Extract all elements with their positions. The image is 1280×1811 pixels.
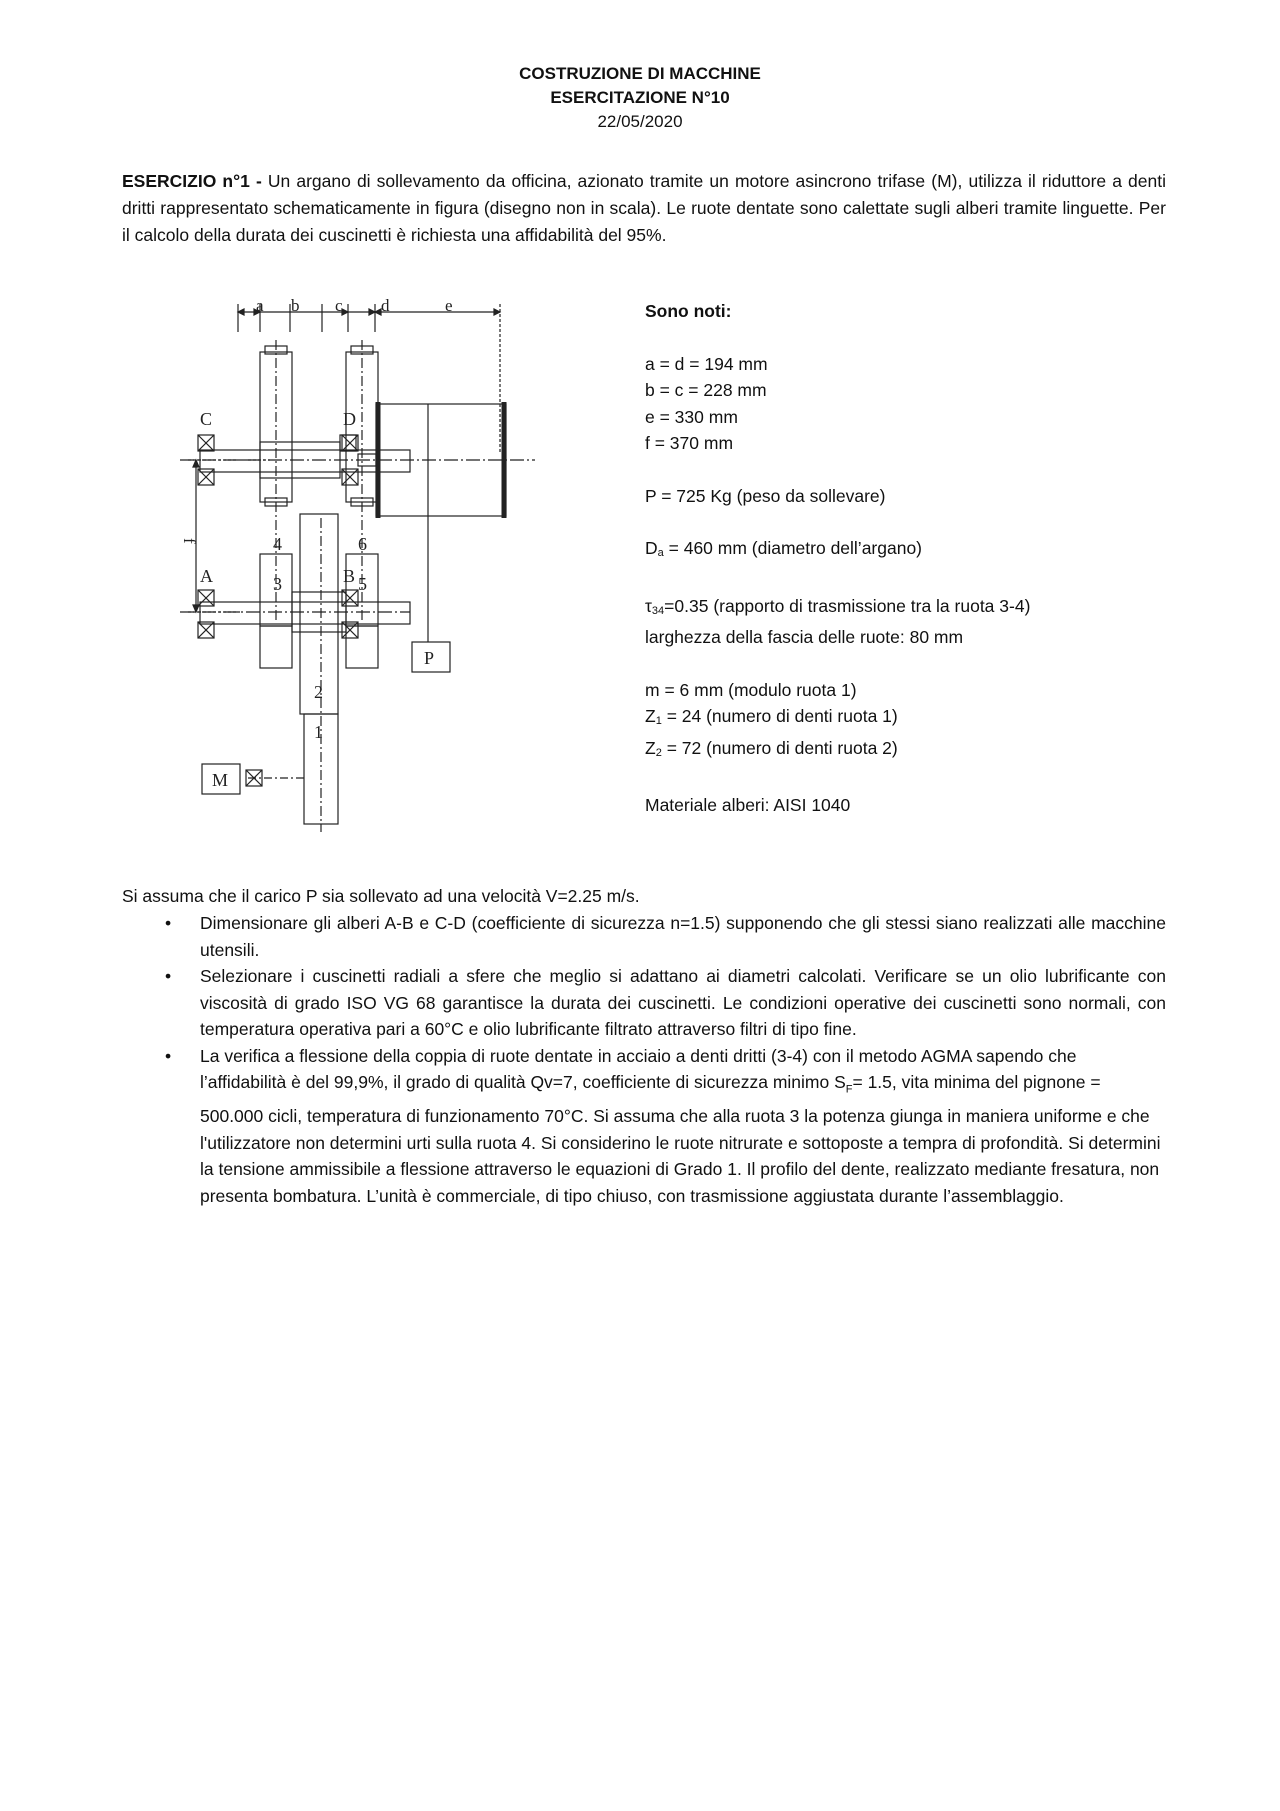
gear-data-group [645,677,1165,767]
known-data-title: Sono noti: [645,301,732,321]
bearing-label-c: C [200,409,213,429]
exercise-intro [122,168,1166,249]
task-list [122,910,1166,1209]
bullet-icon: • [165,966,172,986]
bearing-label-d: D [343,409,356,429]
dimensions-group [645,351,1165,457]
list-item: • La verifica a flessione della coppia di ruote dentate in acciaio a denti dritti (3-4) con il metodo AGMA sapendo che l’affidabilità è del 99,9%, il grado di qualità Qv=7, coefficiente di sicurezza minimo $S_F= 1.5$, vita minima del pignone = 500.000 cicli, temperatura di funzionamento 70°C. Si assuma che alla ruota 3 la potenza giunga in maniera uniforme e che l'utilizzatore non determini urti sulla ruota 4. Si considerino le ruote nitrurate e sottoposte a tempra di profondità. Si determini la tensione ammissibile a flessione attraverso le equazioni di Grado 1. Il profilo del dente, realizzato mediante fresatura, non presenta bombatura. L’unità è commerciale, di tipo chiuso, con trasmissione aggiustata durante l’assemblaggio. [122,1043,1166,1210]
bearing-label-b: B [343,566,356,586]
dim-label-c: c [335,296,343,315]
gear-label-2: 2 [314,682,323,702]
bullet-icon: • [165,913,172,933]
list-item: • Dimensionare gli alberi A-B e C-D (coefficiente di sicurezza n=1.5) supponendo che gli stessi siano realizzati alle macchine utensili. [122,910,1166,963]
course-title: COSTRUZIONE DI MACCHINE [519,64,761,83]
document-header [0,62,1280,134]
dim-value: a = d = 194 mm [645,353,768,374]
dim-value: b = c = 228 mm [645,380,767,400]
z2-value: $Z_2 = 72$ (numero di denti ruota 2) [645,737,898,759]
face-width: larghezza della fascia delle ruote: 80 mm [645,627,964,647]
transmission-ratio: $\tau_{34}=0.35$ (rapporto di trasmissione tra la ruota 3-4) [645,595,1031,617]
list-item: • Selezionare i cuscinetti radiali a sfere che meglio si adattano ai diametri calcolati. Verificare se un olio lubrificante con viscosità di grado ISO VG 68 garantisce la durata dei cuscinetti. Le condizioni operative dei cuscinetti sono normali, con temperatura operativa pari a 60°C e olio lubrificante filtrato attraverso filtri di tipo fine. [122,963,1166,1043]
gearbox-schematic [160,292,560,852]
shaft-material: Materiale alberi: AISI 1040 [645,795,851,815]
ratio-group [645,593,1165,651]
dim-value: e = 330 mm [645,406,738,427]
assumption-text: Si assuma che il carico P sia sollevato ad una velocità V=2.25 m/s. [122,886,640,906]
dim-label-a: a [256,296,264,315]
dim-label-e: e [445,296,453,315]
dim-label-d: d [381,296,390,315]
exercise-intro-text: Un argano di sollevamento da officina, azionato tramite un motore asincrono trifase (M), utilizza il riduttore a denti dritti rappresentato schematicamente in figura (disegno non in scala). Le ruote dentate sono calettate sugli alberi tramite linguette. Per il calcolo della durata dei cuscinetti è richiesta una affidabilità del 95%. [122,171,1167,245]
bearing-label-a: A [200,566,213,586]
known-data [645,298,1165,819]
gear-label-3: 3 [273,574,282,594]
module-value: m = 6 mm (modulo ruota 1) [645,679,857,700]
load-label: P [424,648,435,668]
dim-value: f = 370 mm [645,433,734,453]
document-date: 22/05/2020 [597,112,683,131]
exercise-label: ESERCIZIO n°1 - [122,171,262,191]
gear-label-5: 5 [358,574,367,594]
drum-diameter: $D_a = 460$ mm (diametro dell’argano) [645,538,923,559]
dim-label-f: f [180,538,199,544]
motor-label: M [212,770,229,790]
gear-label-4: 4 [273,534,282,554]
gear-label-1: 1 [314,722,323,742]
dim-label-b: b [291,296,300,315]
bearing-b [342,590,358,638]
gear-label-6: 6 [358,534,367,554]
bullet-icon: • [165,1045,172,1066]
z1-value: $Z_1 = 24$ (numero di denti ruota 1) [645,706,898,727]
exercise-set-title: ESERCITAZIONE N°10 [550,88,730,107]
hoist-drum [376,402,506,642]
load-value: P = 725 Kg (peso da sollevare) [645,485,886,506]
